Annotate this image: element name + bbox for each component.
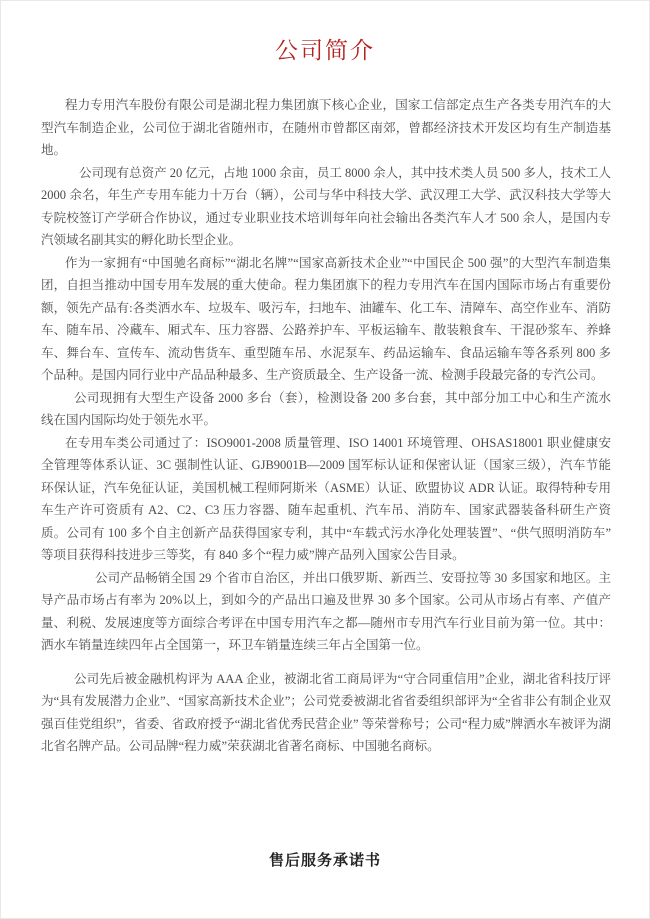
document-body [41, 94, 611, 758]
body-paragraph: 公司现有总资产 20 亿元，占地 1000 余亩，员工 8000 余人，其中技术类人员 500 多人，技术工人 2000 余名，年生产专用车能力十万台（辆），公司与华中科技大学、武汉理工大学、武汉科技大学等大专院校签订产学研合作协议，通过专业职业技术培训每年向社会输出各类汽车人才 500 余人，是国内专汽领域名副其实的孵化助长型企业。 [41, 165, 611, 247]
page-title: 公司简介 [275, 38, 375, 63]
body-paragraph: 作为一家拥有“中国驰名商标”“湖北名牌”“国家高新技术企业”“中国民企 500 强”的大型汽车制造集团，自担当推动中国专用车发展的重大使命。程力集团旗下的程力专用汽车在国内国际市场占有重要份额，领先产品有:各类洒水车、垃圾车、吸污车，扫地车、油罐车、化工车、清障车、高空作业车、消防车、随车吊、冷藏车、厢式车、压力容器、公路养护车、平板运输车、散装粮食车、干混砂浆车、养蜂车、舞台车、宣传车、流动售货车、重型随车吊、水泥泵车、药品运输车、食品运输车等各系列 800 多个品种。是国内同行业中产品品种最多、生产资质最全、生产设备一流、检测手段最完备的专汽公司。 [41, 255, 611, 382]
body-paragraph: 程力专用汽车股份有限公司是湖北程力集团旗下核心企业，国家工信部定点生产各类专用汽车的大型汽车制造企业，公司位于湖北省随州市，在随州市曾都区南郊，曾都经济技术开发区均有生产制造基地。 [41, 98, 611, 157]
body-paragraph: 公司现拥有大型生产设备 2000 多台（套），检测设备 200 多台套，其中部分加工中心和生产流水线在国内国际均处于领先水平。 [41, 390, 611, 427]
body-paragraph: 公司产品畅销全国 29 个省市自治区，并出口俄罗斯、新西兰、安哥拉等 30 多国家和地区。主导产品市场占有率为 20%以上，到如今的产品出口遍及世界 30 多个国家。公司从市场占有率、产值产量、利税、发展速度等方面综合考评在中国专用汽车之都—随州市专用汽车行业目前为第一位。其中：洒水车销量连续四年占全国第一，环卫车销量连续三年占全国第一位。 [41, 570, 611, 652]
section-heading-after-sales-service: 售后服务承诺书 [268, 852, 381, 869]
body-paragraph: 在专用车类公司通过了：ISO9001-2008 质量管理、ISO 14001 环境管理、OHSAS18001 职业健康安全管理等体系认证、3C 强制性认证、GJB9001B—2009 国军标认证和保密认证（国家三级），汽车节能环保认证，汽车免征认证，美国机械工程师阿斯米（ASME）认证、欧盟协议 ADR 认证。取得特种专用车生产许可资质有 A2、C2、C3 压力容器、随车起重机、汽车吊、消防车、国家武器装备科研生产资质。公司有 100 多个自主创新产品获得国家专利，其中“车载式污水净化处理装置”、“供气照明消防车”等项目获得科技进步三等奖，有 840 多个“程力威”牌产品列入国家公告目录。 [41, 435, 611, 562]
body-paragraph: 公司先后被金融机构评为 AAA 企业，被湖北省工商局评为“守合同重信用”企业，湖北省科技厅评为“具有发展潜力企业”、“国家高新技术企业”；公司党委被湖北省省委组织部评为“全省非公有制企业双强百佳党组织”，省委、省政府授予“湖北省优秀民营企业” 等荣誉称号；公司“程力威”牌洒水车被评为湖北省名牌产品。公司品牌“程力威”荣获湖北省著名商标、中国驰名商标。 [41, 671, 611, 753]
